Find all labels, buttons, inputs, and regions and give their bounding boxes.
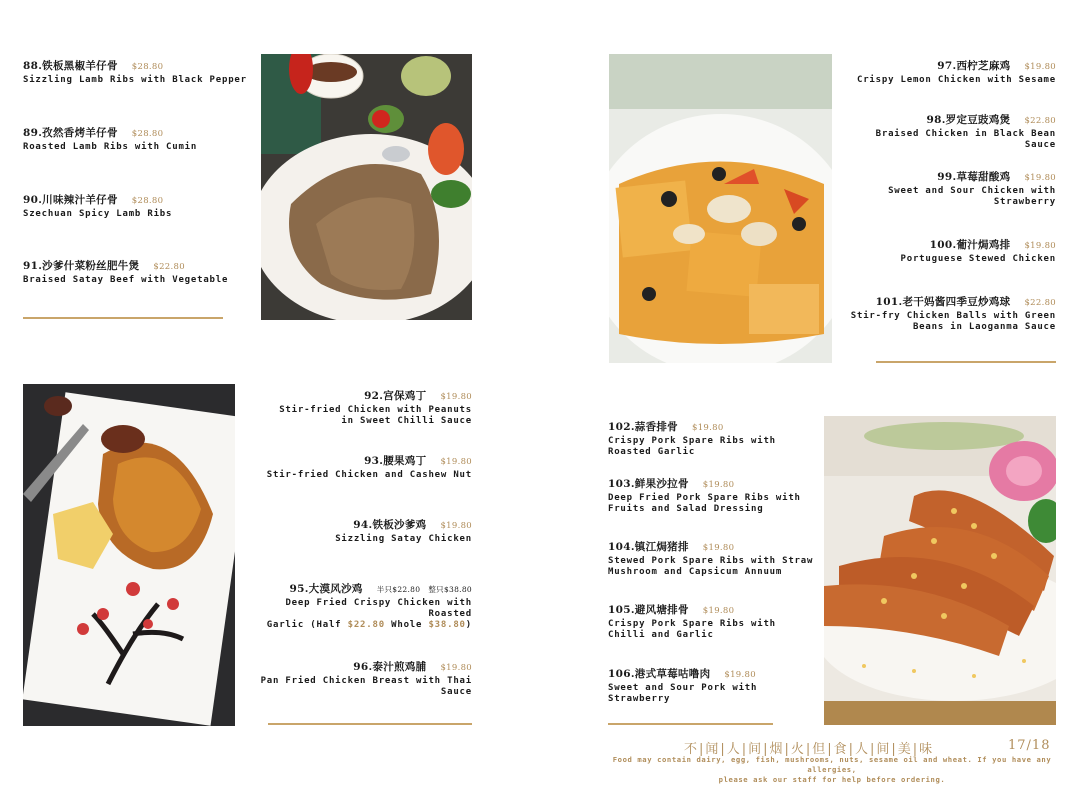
- item-en-name: Deep Fried Pork Spare Ribs with: [608, 493, 801, 503]
- item-price-whole: 整只$38.80: [428, 585, 472, 594]
- menu-item-105: [608, 598, 776, 641]
- item-en-name-2: Beans in Laoganma Sauce: [912, 322, 1056, 332]
- item-price: $19.80: [440, 392, 472, 402]
- item-en-name-2: Roasted Garlic: [608, 447, 696, 457]
- item-en-name: Stir-fried Chicken and Cashew Nut: [266, 470, 472, 480]
- item-price: $19.80: [702, 543, 735, 553]
- item-en-text: Whole: [384, 620, 429, 630]
- item-cn-name: 104.镇江焗猪排: [608, 541, 689, 553]
- item-en-name: Sweet and Sour Chicken with: [888, 186, 1056, 196]
- menu-item-102: [608, 415, 776, 458]
- item-price: $19.80: [702, 606, 735, 616]
- item-en-name: Sizzling Lamb Ribs with Black Pepper: [23, 75, 247, 85]
- menu-item-100: [840, 233, 1056, 265]
- item-price: $19.80: [1024, 241, 1056, 251]
- allergy-note: [608, 755, 1056, 785]
- item-price: $22.80: [1024, 298, 1056, 308]
- divider: [23, 317, 223, 319]
- menu-item-96: [250, 655, 472, 698]
- item-price: $19.80: [440, 521, 472, 531]
- item-cn-name: 99.草莓甜酸鸡: [937, 171, 1011, 183]
- menu-item-106: [608, 662, 757, 705]
- item-price: $28.80: [131, 129, 164, 139]
- item-cn-name: 96.泰汁煎鸡脯: [353, 661, 427, 673]
- item-price: $19.80: [1024, 173, 1056, 183]
- item-en-name: Crispy Pork Spare Ribs with: [608, 436, 776, 446]
- item-price-half: 半只$22.80: [376, 585, 421, 594]
- page-number: 17/18: [1008, 738, 1051, 753]
- item-en-name-2: Strawberry: [608, 694, 671, 704]
- menu-item-88: [23, 54, 247, 86]
- divider: [608, 723, 773, 725]
- item-cn-name: 97.西柠芝麻鸡: [937, 60, 1011, 72]
- item-cn-name: 106.港式草莓咕噜肉: [608, 668, 711, 680]
- item-en-name-2: Strawberry: [993, 197, 1056, 207]
- roast-chicken-photo: [23, 384, 235, 726]
- item-en-name-2: Fruits and Salad Dressing: [608, 504, 764, 514]
- menu-item-90: [23, 188, 172, 220]
- item-cn-name: 100.葡汁焗鸡排: [929, 239, 1011, 251]
- item-en-name: Crispy Lemon Chicken with Sesame: [857, 75, 1056, 85]
- menu-item-92: [250, 384, 472, 427]
- menu-item-97: [840, 54, 1056, 86]
- item-price: $22.80: [1024, 116, 1056, 126]
- item-cn-name: 89.孜然香烤羊仔骨: [23, 127, 118, 139]
- item-en-price: $22.80: [347, 620, 385, 630]
- item-cn-name: 88.铁板黑椒羊仔骨: [23, 60, 118, 72]
- item-cn-name: 105.避风塘排骨: [608, 604, 689, 616]
- item-price: $28.80: [131, 62, 164, 72]
- item-cn-name: 98.罗定豆豉鸡煲: [926, 114, 1011, 126]
- lamb-ribs-photo: [261, 54, 472, 320]
- item-en-name: Sizzling Satay Chicken: [335, 534, 472, 544]
- item-cn-name: 101.老干妈酱四季豆炒鸡球: [875, 296, 1011, 308]
- footer-slogan: 不|闻|人|间|烟|火|但|食|人|间|美|味: [684, 742, 935, 757]
- menu-item-103: [608, 472, 801, 515]
- menu-item-99: [840, 165, 1056, 208]
- item-cn-name: 92.宫保鸡丁: [364, 390, 427, 402]
- allergy-note-line-1: Food may contain dairy, egg, fish, mushrooms, nuts, sesame oil and wheat. If you have any allergies,: [612, 755, 1052, 774]
- menu-item-94: [250, 513, 472, 545]
- item-en-name: Stir-fried Chicken with Peanuts: [279, 405, 472, 415]
- item-cn-name: 90.川味辣汁羊仔骨: [23, 194, 118, 206]
- item-price: $19.80: [440, 457, 472, 467]
- allergy-note-line-2: please ask our staff for help before ordering.: [718, 775, 946, 784]
- item-en-price: $38.80: [428, 620, 466, 630]
- item-en-text: ): [465, 620, 472, 630]
- item-cn-name: 103.鲜果沙拉骨: [608, 478, 689, 490]
- item-price: $28.80: [131, 196, 164, 206]
- item-en-name: Stewed Pork Spare Ribs with Straw: [608, 556, 814, 566]
- menu-item-101: [840, 290, 1056, 333]
- menu-item-89: [23, 121, 197, 153]
- item-en-name: Portuguese Stewed Chicken: [900, 254, 1056, 264]
- item-en-name: Braised Chicken in Black Bean Sauce: [875, 129, 1056, 150]
- menu-item-98: [840, 108, 1056, 151]
- item-cn-name: 91.沙爹什菜粉丝肥牛煲: [23, 260, 140, 272]
- menu-item-93: [250, 449, 472, 481]
- item-price: $19.80: [702, 480, 735, 490]
- item-en-name: Braised Satay Beef with Vegetable: [23, 275, 229, 285]
- item-en-name-2: Chilli and Garlic: [608, 630, 714, 640]
- pork-ribs-photo: [824, 416, 1056, 725]
- item-en-name-2: Mushroom and Capsicum Annuum: [608, 567, 783, 577]
- item-price: $19.80: [691, 423, 724, 433]
- item-en-name: Pan Fried Chicken Breast with Thai Sauce: [260, 676, 472, 697]
- item-price: $22.80: [153, 262, 185, 272]
- item-en-text: Garlic (Half: [266, 620, 348, 630]
- item-en-name: Szechuan Spicy Lamb Ribs: [23, 209, 173, 219]
- item-en-name: Crispy Pork Spare Ribs with: [608, 619, 776, 629]
- item-price: $19.80: [440, 663, 472, 673]
- item-en-name: Sweet and Sour Pork with: [608, 683, 758, 693]
- item-en-name: Deep Fried Crispy Chicken with Roasted: [285, 598, 472, 619]
- item-cn-name: 102.蒜香排骨: [608, 421, 678, 433]
- item-cn-name: 95.大漠风沙鸡: [289, 583, 363, 595]
- menu-item-95: [250, 577, 472, 631]
- divider: [876, 361, 1056, 363]
- divider: [268, 723, 472, 725]
- item-cn-name: 94.铁板沙爹鸡: [353, 519, 427, 531]
- item-price: $19.80: [724, 670, 756, 680]
- item-cn-name: 93.腰果鸡丁: [364, 455, 427, 467]
- item-en-name: Roasted Lamb Ribs with Cumin: [23, 142, 198, 152]
- chicken-dish-photo: [609, 54, 832, 363]
- menu-item-91: [23, 254, 228, 286]
- item-en-name-2: [250, 620, 472, 631]
- menu-item-104: [608, 535, 813, 578]
- item-en-name-2: in Sweet Chilli Sauce: [341, 416, 472, 426]
- item-en-name: Stir-fry Chicken Balls with Green: [850, 311, 1056, 321]
- item-price: $19.80: [1024, 62, 1056, 72]
